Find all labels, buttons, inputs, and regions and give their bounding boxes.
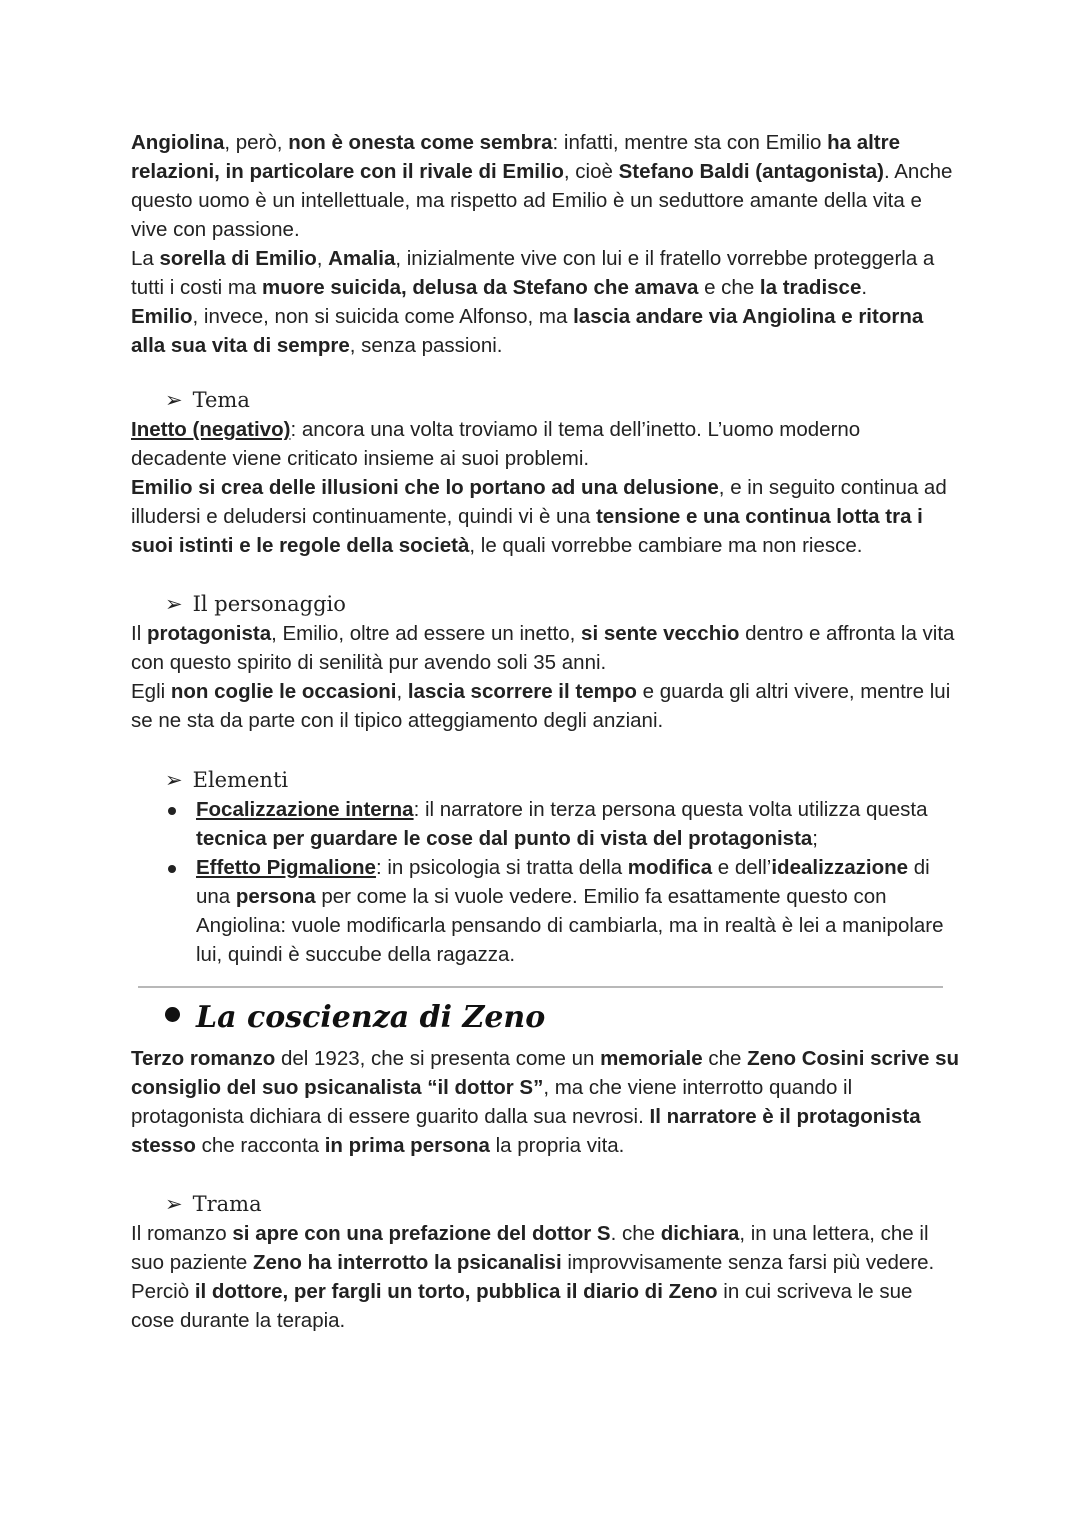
arrow-icon: ➢ (165, 768, 183, 792)
paragraph-emilio: Emilio, invece, non si suicida come Alfonso, ma lascia andare via Angiolina e ritorna alla sua vita di sempre, senza passioni. (131, 305, 924, 357)
paragraph-tema-illusioni: Emilio si crea delle illusioni che lo portano ad una delusione, e in seguito continua ad illudersi e deludersi continuamente, quindi vi è una tensione e una continua lotta tra i suoi istinti e le regole della società, le quali vorrebbe cambiare ma non riesce. (131, 476, 947, 557)
paragraph-trama: Il romanzo si apre con una prefazione del dottor S. che dichiara, in una lettera, che il suo paziente Zeno ha interrotto la psicanalisi improvvisamente senza farsi più vedere. Perciò il dottore, per fargli un torto, pubblica il diario di Zeno in cui scriveva le sue cose durante la terapia. (131, 1222, 935, 1332)
paragraph-zeno-intro: Terzo romanzo del 1923, che si presenta come un memoriale che Zeno Cosini scrive su consiglio del suo psicanalista “il dottor S”, ma che viene interrotto quando il protagonista dichiara di essere guarito dalla sua nevrosi. Il narratore è il protagonista stesso che racconta in prima persona la propria vita. (131, 1047, 959, 1157)
paragraph-personaggio-occasioni: Egli non coglie le occasioni, lascia scorrere il tempo e guarda gli altri vivere, mentre lui se ne sta da parte con il tipico atteggiamento degli anziani. (131, 680, 951, 732)
paragraph-personaggio-protagonista: Il protagonista, Emilio, oltre ad essere un inetto, si sente vecchio dentro e affronta la vita con questo spirito di senilità pur avendo soli 35 anni. (131, 622, 955, 674)
page-content (131, 128, 961, 1335)
bullet-icon (168, 807, 176, 815)
section-title-zeno: La coscienza di Zeno (165, 998, 961, 1038)
subheading-personaggio: ➢ Il personaggio (165, 592, 346, 616)
subheading-elementi: ➢ Elementi (165, 768, 289, 792)
section-divider (138, 986, 943, 988)
bullet-icon (165, 1007, 180, 1022)
arrow-icon: ➢ (165, 592, 183, 616)
bullet-icon (168, 865, 176, 873)
paragraph-tema-inetto: Inetto (negativo): ancora una volta troviamo il tema dell’inetto. L’uomo moderno decadente viene criticato insieme ai suoi problemi. (131, 418, 861, 470)
arrow-icon: ➢ (165, 1192, 183, 1216)
paragraph-amalia: La sorella di Emilio, Amalia, inizialmente vive con lui e il fratello vorrebbe proteggerla a tutti i costi ma muore suicida, delusa da Stefano che amava e che la tradisce. (131, 247, 935, 299)
subheading-tema: ➢ Tema (165, 388, 250, 412)
list-item-focalizzazione: Focalizzazione interna: il narratore in terza persona questa volta utilizza questa tecnica per guardare le cose dal punto di vista del protagonista; (196, 795, 961, 853)
subheading-trama: ➢ Trama (165, 1192, 262, 1216)
paragraph-angiolina: Angiolina, però, non è onesta come sembra: infatti, mentre sta con Emilio ha altre relazioni, in particolare con il rivale di Emilio, cioè Stefano Baldi (antagonista). Anche questo uomo è un intellettuale, ma rispetto ad Emilio è un seduttore amante della vita e vive con passione. (131, 131, 953, 241)
list-item-pigmalione: Effetto Pigmalione: in psicologia si tratta della modifica e dell’idealizzazione di una persona per come la si vuole vedere. Emilio fa esattamente questo con Angiolina: vuole modificarla pensando di cambiarla, ma in realtà è lei a manipolare lui, quindi è succube della ragazza. (196, 853, 961, 969)
arrow-icon: ➢ (165, 388, 183, 412)
elementi-list (131, 795, 961, 969)
